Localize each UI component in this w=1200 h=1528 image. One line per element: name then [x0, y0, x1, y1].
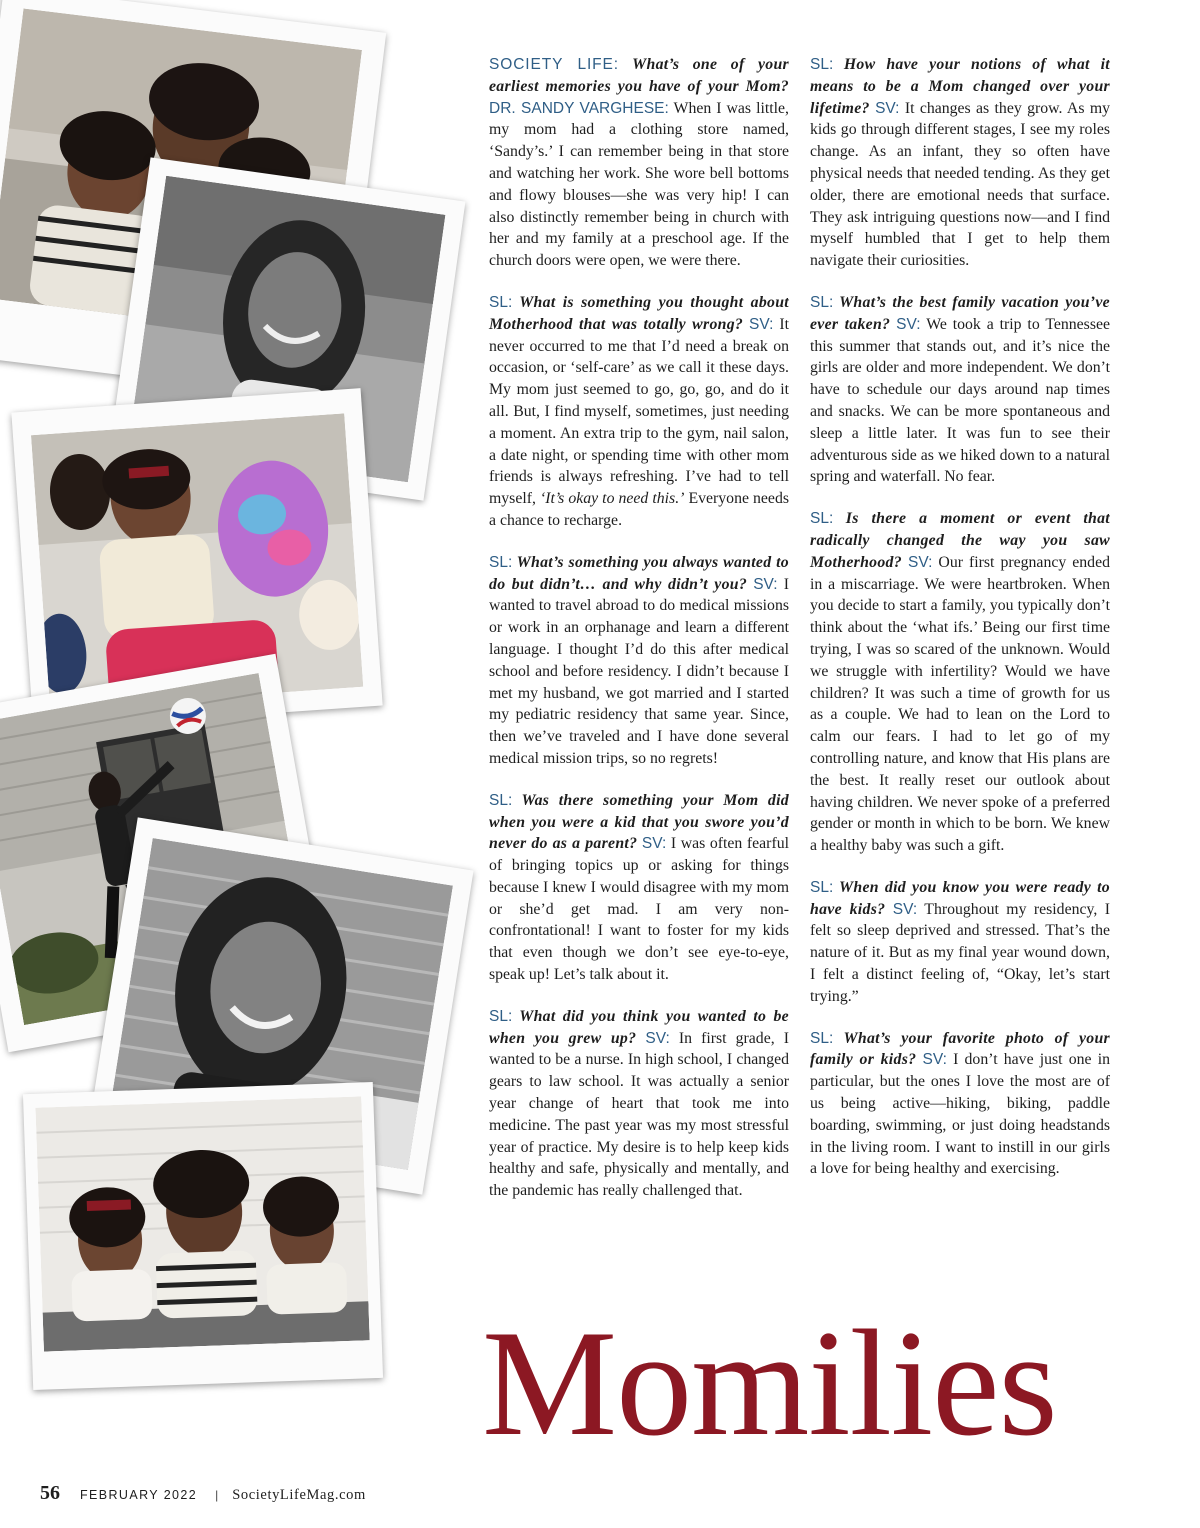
qa-best-vacation: [810, 292, 1110, 488]
qa-motherhood-wrong: [489, 292, 789, 532]
qa-never-do-as-parent: [489, 790, 789, 986]
interviewer-label: SL:: [810, 1029, 834, 1047]
question-text: What is something you thought about Motherhood that was totally wrong?: [489, 293, 789, 333]
qa-changed-motherhood: [810, 508, 1110, 857]
qa-ready-for-kids: [810, 877, 1110, 1008]
issue-date: FEBRUARY 2022: [80, 1488, 198, 1502]
answer-text: I don’t have just one in particular, but the ones I love the most are of us being active—hiking, biking, paddle boarding, swimming, or just doing headstands in the living room. I want to instill in our girls a love for being healthy and exercising.: [810, 1051, 1110, 1178]
interviewer-label: SOCIETY LIFE:: [489, 56, 619, 73]
interviewer-label: SL:: [489, 1007, 513, 1025]
respondent-label: SV:: [922, 1051, 947, 1069]
interviewer-label: SL:: [810, 510, 834, 528]
respondent-label: SV:: [645, 1029, 670, 1047]
answer-text: It changes as they grow. As my kids go through different stages, I see my roles change. As an infant, they so often have physical needs that needed tending. As they get older, there are emotional needs that surface. They ask intriguing questions now—and I find myself humbled that I get to help them navigate their curiosities.: [810, 99, 1110, 270]
qa-earliest-memories: [489, 54, 789, 272]
article-title: Momilies: [482, 1299, 1057, 1467]
interviewer-label: SL:: [810, 878, 834, 896]
question-text: Was there something your Mom did when you were a kid that you swore you’d never do as a parent?: [489, 791, 789, 853]
respondent-label: SV:: [896, 315, 921, 333]
answer-text: When I was little, my mom had a clothing store named, ‘Sandy’s.’ I can remember being in that store and watching her work. She wore bell bottoms and flowy blouses—she was very hip! I can also distinctly remember being in church with her and my family at a preschool age. If the church doors were open, we were there.: [489, 99, 789, 270]
interviewer-label: SL:: [810, 56, 834, 73]
respondent-label: SV:: [892, 900, 918, 918]
answer-text: Throughout my residency, I felt so sleep deprived and stressed. That’s the nature of it. But as my final year wound down, I felt a distinct feeling of, “Okay, let’s start trying.”: [810, 900, 1110, 1005]
answer-text: In first grade, I wanted to be a nurse. In high school, I changed gears to law school. It was actually a senior year change of heart that took me into medicine. The past year was my most stressful year of practice. My desire is to help keep kids healthy and safe, physically and mentally, and the pandemic has really challenged that.: [489, 1029, 789, 1200]
question-text: What’s your favorite photo of your family or kids?: [810, 1029, 1110, 1069]
qa-always-wanted: [489, 552, 789, 770]
qa-favorite-photo: [810, 1028, 1110, 1181]
question-text: What’s one of your earliest memories you have of your Mom?: [489, 56, 789, 95]
article-column-right: [810, 54, 1110, 1200]
answer-text: I was often fearful of bringing topics up or asking for things because I knew I would disagree with my mom or she’d get mad. I am very non-confrontational! I want to foster for my kids that even though we don’t see eye-to-eye, speak up! Let’s talk about it.: [489, 835, 789, 984]
question-text: When did you know you were ready to have kids?: [810, 878, 1110, 918]
question-text: What’s the best family vacation you’ve ever taken?: [810, 293, 1110, 333]
photo-family-group-portrait: [23, 1082, 383, 1390]
footer-separator: |: [215, 1488, 219, 1502]
respondent-label: SV:: [749, 315, 774, 333]
respondent-label: SV:: [875, 99, 900, 117]
website-link[interactable]: SocietyLifeMag.com: [232, 1487, 366, 1503]
article-column-left: [489, 54, 789, 1222]
answer-text: I wanted to travel abroad to do medical missions or work in an orphanage and learn a different language. I thought I’d do this after medical school and before residency. I didn’t because I met my husband, we got married and I started my pediatric residency that same year. Since, then we’ve traveled and I have done several medical mission trips, so no regrets!: [489, 575, 789, 767]
qa-notions-changed: [810, 54, 1110, 272]
question-text: How have your notions of what it means to be a Mom changed over your lifetime?: [810, 56, 1110, 117]
answer-emphasis: ‘It’s okay to need this.’: [540, 490, 685, 508]
interviewer-label: SL:: [489, 553, 513, 571]
interviewer-label: SL:: [489, 293, 513, 311]
answer-text: We took a trip to Tennessee this summer that stands out, and it’s nice the girls are older and more independent. We don’t have to schedule our days around nap times and snacks. We can be more spontaneous and sleep a little later. It was fun to see their adventurous side as we hiked down to a natural spring and waterfall. No fear.: [810, 315, 1111, 486]
question-text: Is there a moment or event that radically changed the way you saw Motherhood?: [810, 510, 1110, 571]
qa-grew-up: [489, 1006, 789, 1202]
page-footer: [40, 1482, 366, 1504]
answer-text: Our first pregnancy ended in a miscarriage. We were heartbroken. When you decide to start a family, you typically don’t think about the ‘what ifs.’ Being our first time trying, I was so scared of the unknown. Would we struggle with infertility? Would we have children? It was such a time of growth for us as a couple. We had to lean on the Lord to calm our fears. I had to let go of my controlling nature, and know that His plans are the best. It really reset our outlook about having children. We never spoke of a preferred gender or month in which to be born. We knew a healthy baby was such a gift.: [810, 553, 1110, 855]
respondent-label: SV:: [907, 553, 933, 571]
respondent-label: DR. SANDY VARGHESE:: [489, 99, 669, 117]
respondent-label: SV:: [753, 575, 778, 593]
respondent-label: SV:: [641, 835, 667, 853]
interviewer-label: SL:: [489, 791, 513, 809]
question-text: What did you think you wanted to be when you grew up?: [489, 1007, 789, 1047]
photo-collage: [0, 0, 470, 1420]
question-text: What’s something you always wanted to do but didn’t… and why didn’t you?: [489, 553, 789, 593]
answer-text-end: Everyone needs a chance to recharge.: [489, 490, 789, 529]
answer-text: It never occurred to me that I’d need a break on occasion, or ‘self-care’ as we call it these days. My mom just seemed to go, go, go, and do it all. But, I find myself, sometimes, just needing a moment. An extra trip to the gym, nail salon, a date night, or spending time with other mom friends is always refreshing. I’ve had to tell myself,: [489, 315, 790, 508]
page-number: 56: [40, 1482, 60, 1504]
interviewer-label: SL:: [810, 293, 834, 311]
